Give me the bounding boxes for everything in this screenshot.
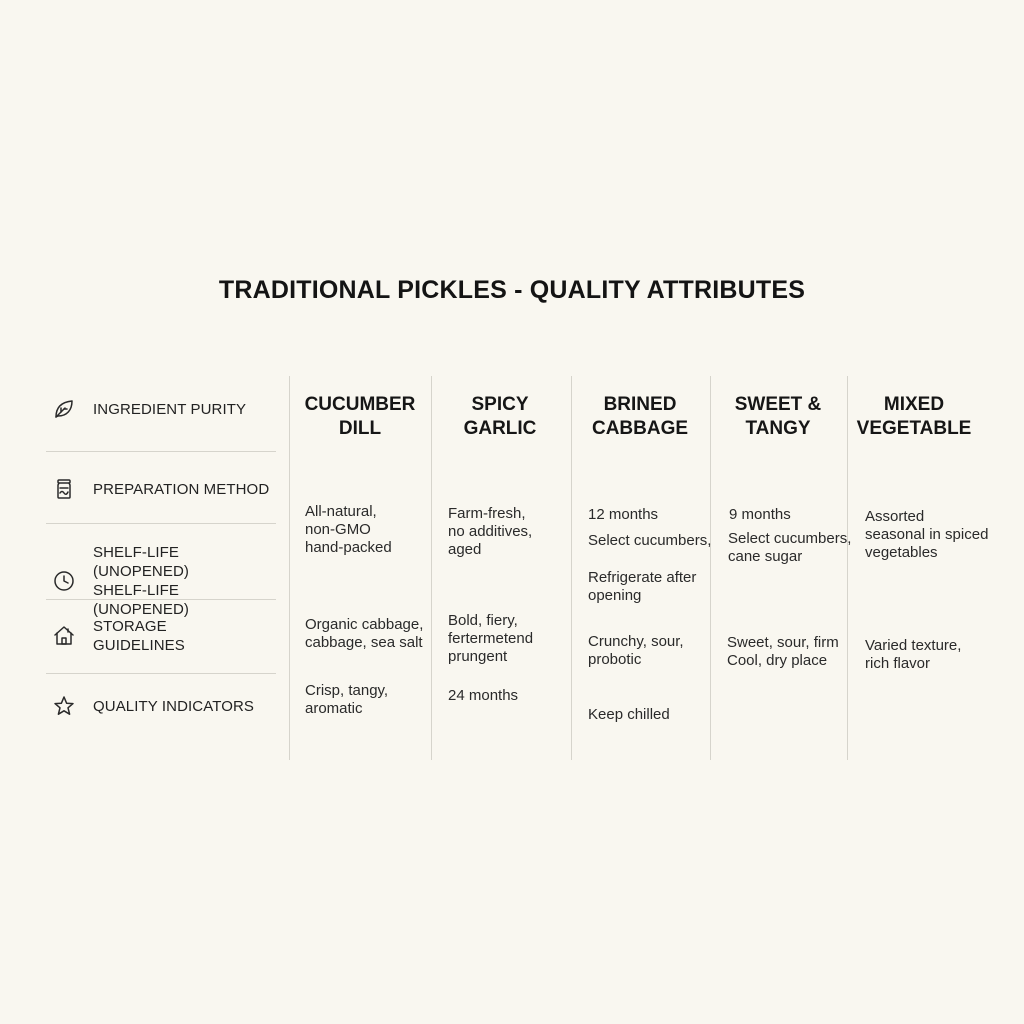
table-cell: All-natural, non-GMO hand-packed [305, 503, 392, 556]
clock-icon [51, 568, 77, 594]
row-label-preparation-method [46, 476, 276, 502]
table-cell: Select cucumbers, [588, 532, 712, 549]
table-cell: Varied texture, rich flavor [865, 637, 962, 672]
row-label-text: INGREDIENT PURITY [93, 400, 247, 418]
column-divider [289, 376, 290, 760]
table-cell: 24 months [448, 687, 519, 704]
table-cell: Crunchy, sour, probotic [588, 633, 684, 668]
row-label-text: PREPARATION METHOD [93, 480, 270, 498]
column-header-cucumber-dill: CUCUMBER DILL [304, 394, 416, 439]
row-label-storage-guidelines [46, 617, 276, 655]
jar-icon [51, 476, 77, 502]
page-title: TRADITIONAL PICKLES - QUALITY ATTRIBUTES [218, 276, 806, 304]
table-cell: Bold, fiery, fertermetend prungent [448, 612, 534, 665]
table-cell: Sweet, sour, firm Cool, dry place [727, 634, 839, 669]
table-cell: Refrigerate after opening [588, 569, 697, 604]
star-icon [51, 693, 77, 719]
table-cell: Crisp, tangy, aromatic [305, 682, 389, 717]
table-cell: Assorted seasonal in spiced vegetables [865, 508, 989, 561]
table-cell: 9 months [729, 506, 791, 523]
table-cell: 12 months [588, 506, 659, 523]
row-divider [46, 523, 276, 524]
column-header-spicy-garlic: SPICY GARLIC [463, 394, 537, 439]
row-divider [46, 599, 276, 600]
row-label-quality-indicators [46, 693, 276, 719]
row-label-text: SHELF-LIFE (UNOPENED) SHELF-LIFE (UNOPENED) [93, 544, 190, 618]
row-label-ingredient-purity [46, 396, 276, 422]
table-cell: Organic cabbage, cabbage, sea salt [305, 616, 424, 651]
leaf-icon [51, 396, 77, 422]
house-icon [51, 623, 77, 649]
table-cell: Keep chilled [588, 706, 670, 723]
row-divider [46, 673, 276, 674]
table-cell: Farm-fresh, no additives, aged [448, 505, 533, 558]
row-label-text: STORAGE GUIDELINES [93, 618, 185, 654]
column-header-sweet-tangy: SWEET & TANGY [734, 394, 822, 439]
row-label-shelf-life [46, 543, 276, 619]
column-header-brined-cabbage: BRINED CABBAGE [591, 394, 689, 439]
row-label-text: QUALITY INDICATORS [93, 697, 254, 715]
table-cell: Select cucumbers, cane sugar [728, 530, 852, 565]
row-divider [46, 451, 276, 452]
column-header-mixed-vegetable: MIXED VEGETABLE [856, 394, 972, 439]
